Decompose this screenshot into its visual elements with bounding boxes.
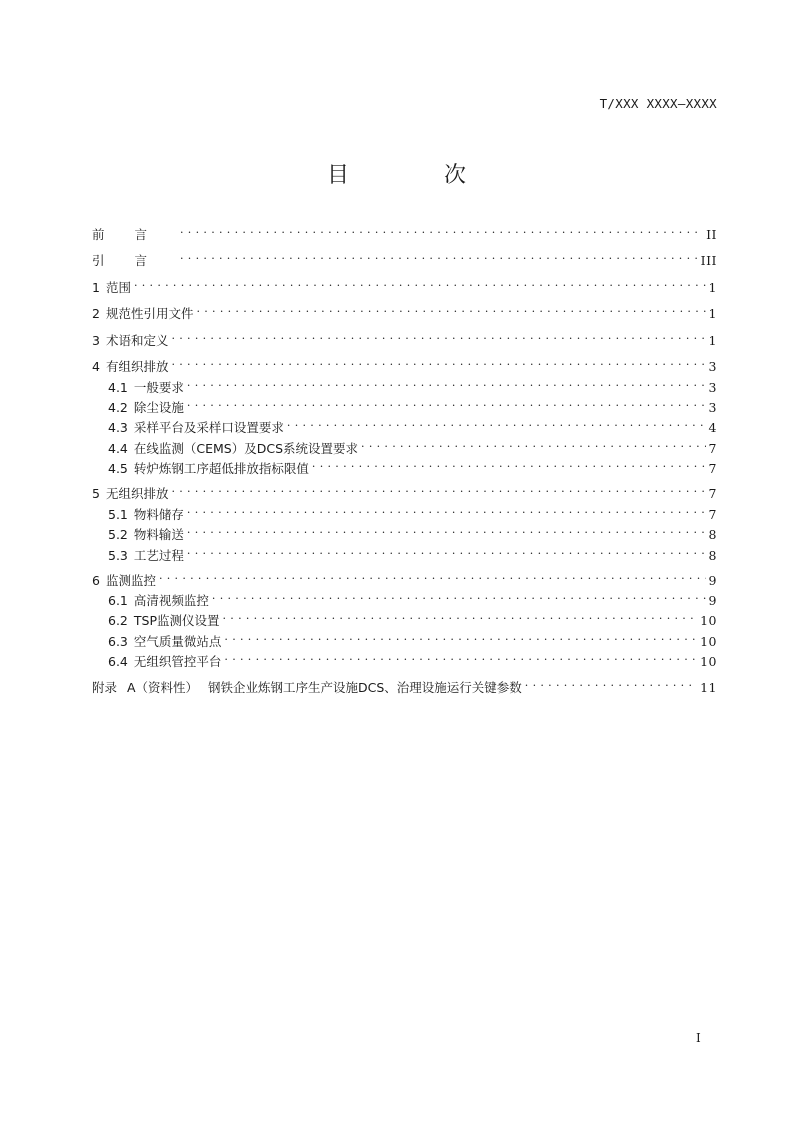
document-code: T/XXX XXXX—XXXX — [599, 96, 717, 111]
toc-entry-6[interactable]: 6 监测监控 . . . 9 — [92, 567, 717, 585]
toc-entry-5-1[interactable]: 5.1 物料储存 . . . 7 — [108, 501, 717, 519]
toc-entry-5-2[interactable]: 5.2 物料输送 . . . 8 — [108, 521, 717, 539]
toc-entry-3[interactable]: 3 术语和定义 . . . 1 — [92, 327, 717, 345]
toc-entry-introduction[interactable]: 引言 . . . III — [92, 247, 717, 265]
toc-entry-foreword[interactable]: 前言 . . . II — [92, 221, 717, 239]
toc-entry-5[interactable]: 5 无组织排放 . . . 7 — [92, 480, 717, 498]
toc-entry-annex-a[interactable]: 附录 A（资料性） 钢铁企业炼钢工序生产设施DCS、治理设施运行关键参数 . . . 11 — [92, 674, 717, 692]
toc-entry-4[interactable]: 4 有组织排放 . . . 3 — [92, 353, 717, 371]
toc-entry-4-5[interactable]: 4.5 转炉炼钢工序超低排放指标限值 . . . 7 — [108, 455, 717, 473]
toc-entry-5-3[interactable]: 5.3 工艺过程 . . . 8 — [108, 542, 717, 560]
toc-entry-2[interactable]: 2 规范性引用文件 . . . 1 — [92, 300, 717, 318]
toc-entry-4-3[interactable]: 4.3 采样平台及采样口设置要求 . . . 4 — [108, 414, 717, 432]
page-number: I — [696, 1031, 701, 1045]
toc-entry-6-1[interactable]: 6.1 高清视频监控 . . . 9 — [108, 587, 717, 605]
toc-entry-6-4[interactable]: 6.4 无组织管控平台 . . . 10 — [108, 648, 717, 666]
toc-entry-4-4[interactable]: 4.4 在线监测（CEMS）及DCS系统设置要求 . . . 7 — [108, 435, 717, 453]
toc-entry-6-2[interactable]: 6.2 TSP监测仪设置 . . . 10 — [108, 607, 717, 625]
toc-title: 目 次 — [327, 163, 510, 188]
toc-entry-4-2[interactable]: 4.2 除尘设施 . . . 3 — [108, 394, 717, 412]
toc-entry-1[interactable]: 1 范围 . . . 1 — [92, 274, 717, 292]
toc-entry-6-3[interactable]: 6.3 空气质量微站点 . . . 10 — [108, 628, 717, 646]
toc-entry-4-1[interactable]: 4.1 一般要求 . . . 3 — [108, 374, 717, 392]
